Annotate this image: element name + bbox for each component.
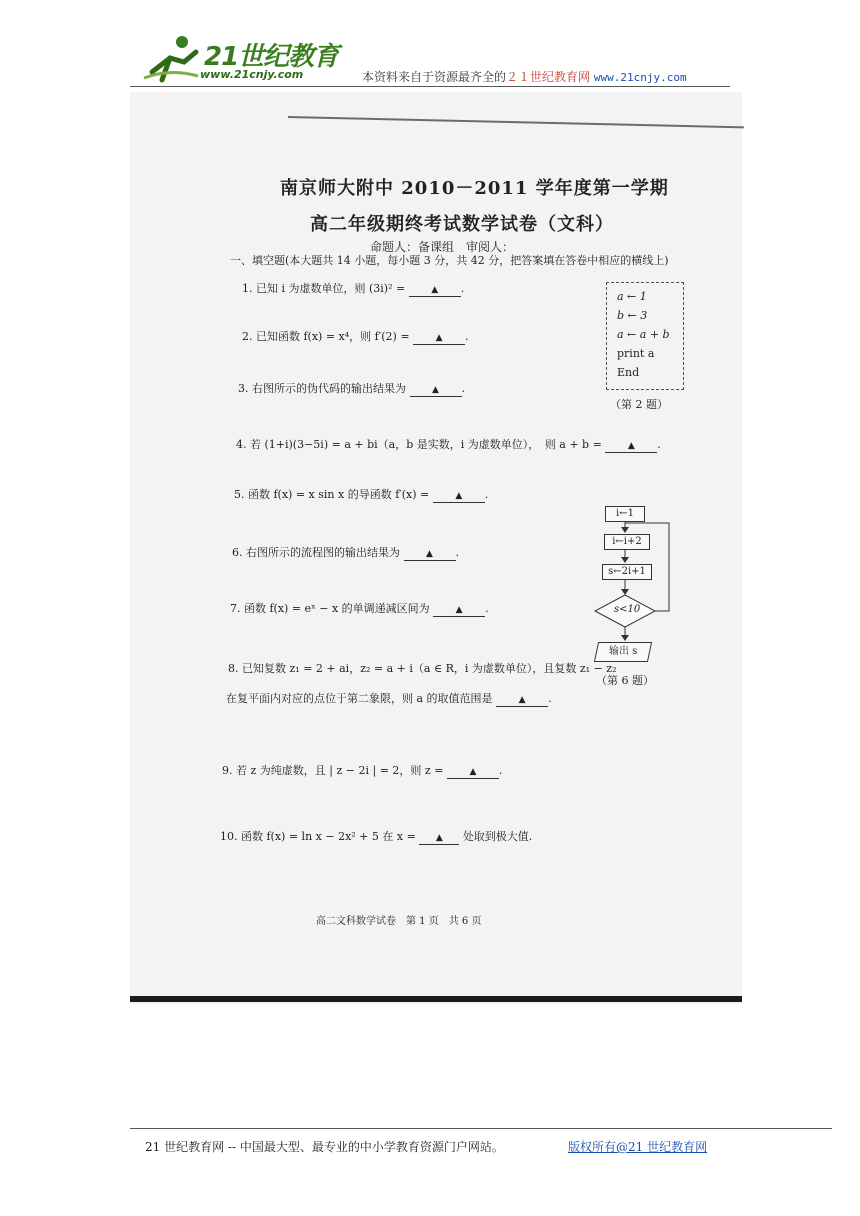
question-end: . [498,764,503,777]
scan-bottom-edge [130,996,742,1002]
question-end: 处取到极大值. [462,830,533,843]
answer-blank: ▲ [433,604,485,617]
header-note-prefix: 本资料来自于资源最齐全的 [362,70,507,84]
runner-logo-icon [140,32,200,84]
question-5 [234,486,488,503]
question-text: 6. 右图所示的流程图的输出结果为 [232,546,400,559]
footer-text: 21 世纪教育网 -- 中国最大型、最专业的中小学教育资源门户网站。 [145,1140,504,1154]
exam-title-line2: 高二年级期终考试数学试卷（文科） [310,214,614,235]
exam-author-line: 命题人：备课组 审阅人： [370,240,515,254]
logo-text: 21世纪教育 [204,42,339,72]
question-8-cont [226,690,552,707]
question-text: 10. 函数 f(x) = ln x − 2x² + 5 在 x = [220,830,416,843]
code-caption: （第 2 题） [610,398,668,411]
question-text: 3. 右图所示的伪代码的输出结果为 [238,382,406,395]
exam-title-line1: 南京师大附中 2010－2011 学年度第一学期 [280,178,669,199]
question-end: . [455,546,459,559]
flow-output-text: 输出 s [608,646,638,657]
answer-blank: ▲ [409,284,461,297]
section-heading: 一、填空题(本大题共 14 小题，每小题 3 分，共 42 分，把答案填在答卷中相应的横线上) [230,254,669,267]
exam-page-footer: 高二文科数学试卷 第 1 页 共 6 页 [316,916,482,927]
question-9 [222,762,502,779]
page-header [130,30,730,86]
question-text: 5. 函数 f(x) = x sin x 的导函数 f′(x) = [234,488,430,501]
flow-condition: s<10 [614,604,641,615]
scanned-exam-page [130,92,742,1004]
answer-blank: ▲ [433,490,485,503]
answer-blank: ▲ [447,766,499,779]
footer-divider [130,1128,832,1129]
question-text: 8. 已知复数 z₁ = 2 + ai，z₂ = a + i（a ∈ R，i 为虚数单位），且复数 z₁ − z₂ [228,662,617,675]
footer-copyright-link[interactable]: 版权所有@21 世纪教育网 [568,1140,708,1154]
question-text: 1. 已知 i 为虚数单位，则 (3i)² = [242,282,406,295]
question-text: 2. 已知函数 f(x) = x⁴，则 f′(2) = [242,330,410,343]
question-end: . [465,330,469,343]
question-end: . [548,692,552,705]
answer-blank: ▲ [404,548,456,561]
flow-step2-box: s←2i+1 [602,564,652,580]
question-end: . [485,602,489,615]
code-line: a ← a + b [617,328,670,341]
answer-blank: ▲ [496,694,548,707]
answer-blank: ▲ [413,332,465,345]
code-line: a ← 1 [617,290,647,303]
flow-output-box [594,642,652,662]
flow-step1-box: i←i+2 [604,534,650,550]
question-4 [236,436,661,453]
question-6 [232,544,459,561]
pseudo-code-box [606,282,684,390]
code-line: End [617,366,640,379]
code-line: b ← 3 [617,309,648,322]
question-end: . [657,438,661,451]
question-3 [238,380,465,397]
question-7 [230,600,489,617]
flow-start-box: i←1 [605,506,645,522]
logo-url: www.21cnjy.com [200,68,304,81]
site-logo[interactable] [140,32,340,84]
question-text: 在复平面内对应的点位于第二象限，则 a 的取值范围是 [226,692,493,705]
header-divider [130,86,730,87]
question-end: . [460,282,465,295]
code-line: print a [617,347,655,360]
question-text: 4. 若 (1+i)(3−5i) = a + bi（a，b 是实数，i 为虚数单位）， 则 a + b = [236,438,602,451]
answer-blank: ▲ [410,384,462,397]
question-end: . [461,382,465,395]
question-1 [242,280,464,297]
flow-caption: （第 6 题） [596,674,654,687]
question-2 [242,328,469,345]
question-text: 9. 若 z 为纯虚数，且 | z − 2i | = 2，则 z = [222,764,444,777]
answer-blank: ▲ [419,832,459,845]
header-note [362,68,687,85]
answer-blank: ▲ [605,440,657,453]
question-text: 7. 函数 f(x) = eˣ − x 的单调递减区间为 [230,602,430,615]
scan-edge-line [288,116,744,128]
header-site-link[interactable]: ２１世纪教育网 [506,70,591,84]
question-8 [228,660,617,676]
header-url-link[interactable]: www.21cnjy.com [593,71,687,84]
question-10 [220,828,532,845]
question-end: . [484,488,489,501]
